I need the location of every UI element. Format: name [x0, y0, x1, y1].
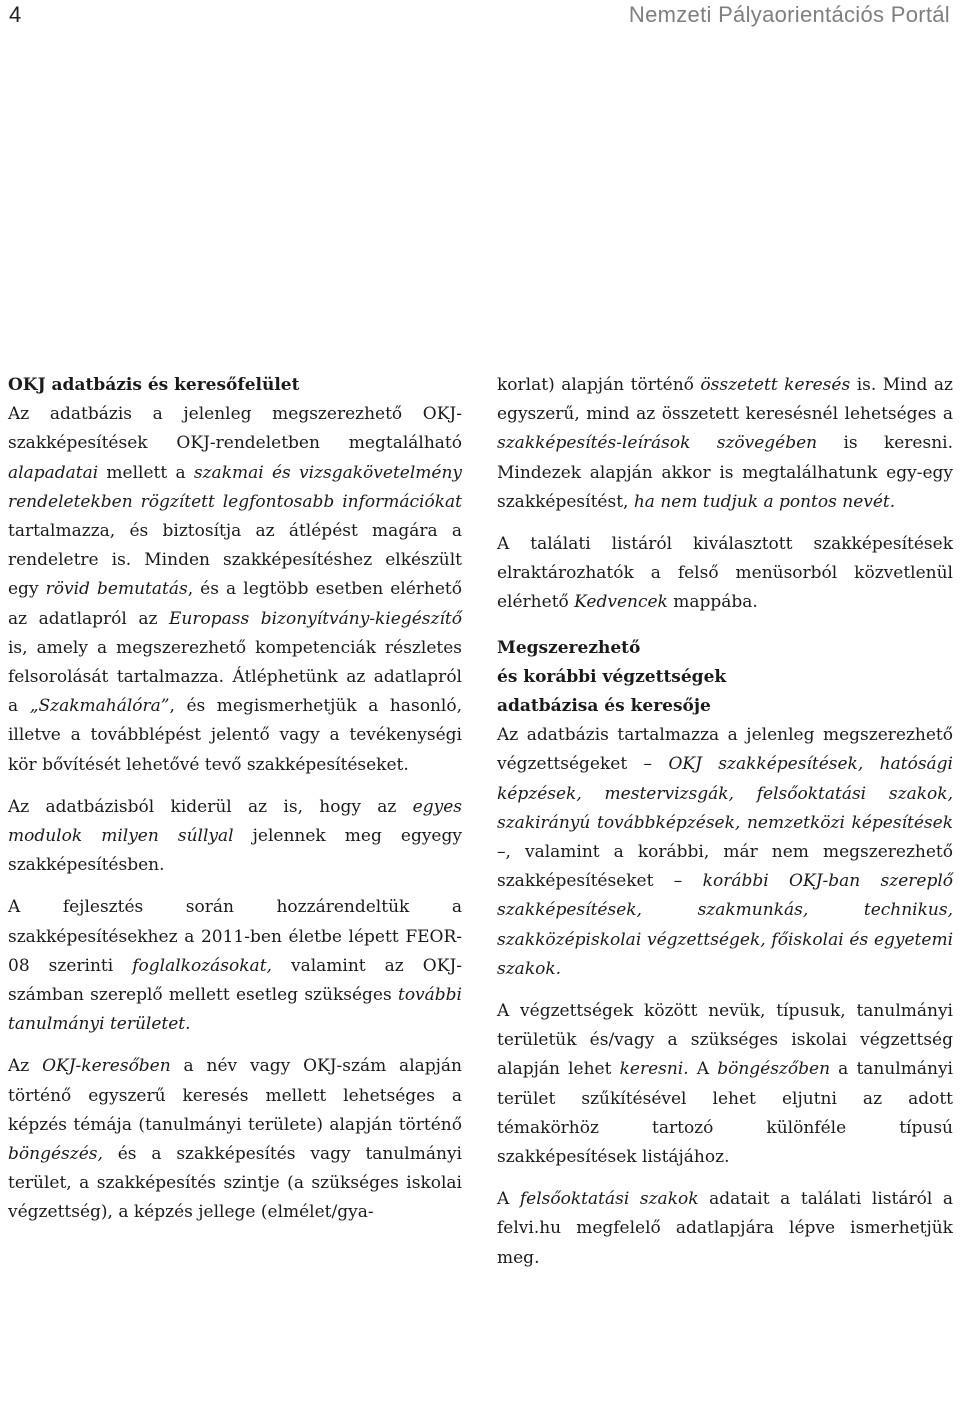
- text-run: Az adatbázisból kiderül az is, hogy az: [8, 796, 413, 817]
- paragraph-modules: [8, 793, 462, 881]
- italic-text-run: további tanulmányi területet.: [8, 985, 462, 1035]
- italic-text-run: alapadatai: [8, 462, 99, 483]
- text-run: korlat) alapján történő: [497, 375, 701, 395]
- text-run: , és a legtöbb esetben elérhető az adatlapról az: [8, 579, 462, 629]
- page-header: [0, 0, 960, 34]
- text-run: –, valamint a korábbi, már nem megszerezhető szakképesítéseket –: [497, 842, 953, 892]
- italic-text-run: ha nem tudjuk a pontos nevét.: [633, 491, 896, 512]
- italic-text-run: szakmai és vizsgakövetelmény rendeletekben rögzített legfontosabb információkat: [8, 462, 463, 512]
- paragraph-search-browse: [497, 997, 953, 1172]
- heading-line: és korábbi végzettségek: [497, 666, 727, 687]
- heading-line: adatbázisa és keresője: [497, 696, 711, 717]
- italic-text-run: foglalkozásokat,: [132, 955, 272, 976]
- text-run: A végzettségek között nevük, típusuk, tanulmányi területük és/vagy a szükséges iskolai végzettség alapján lehet: [497, 1001, 953, 1080]
- italic-text-run: böngészőben: [717, 1059, 831, 1080]
- text-run: is. Mind az egyszerű, mind az összetett keresésnél lehetséges a: [497, 375, 954, 425]
- text-run: , és megismerhetjük a hasonló, illetve a továbblépést jelentő vagy a tevékenységi kör bővítését lehetővé tevő szakképesítéseket.: [8, 696, 462, 775]
- italic-text-run: Europass bizonyítvány-kiegészítő: [168, 608, 462, 629]
- italic-text-run: egyes modulok milyen súllyal: [8, 796, 462, 847]
- italic-text-run: böngészés,: [8, 1144, 103, 1165]
- section-heading-okj: OKJ adatbázis és keresőfelület: [8, 375, 300, 395]
- text-run: Az adatbázis a jelenleg megszerezhető OKJ-szakképesítések OKJ-rendeletben megtalálható: [8, 404, 462, 454]
- italic-text-run: szakképesítés-leírások szövegében: [497, 433, 818, 454]
- paragraph-okj-search: [8, 1052, 462, 1227]
- text-run: is, amely a megszerezhető kompetenciák részletes felsorolását tartalmazza. Átléphetünk az adatlapról a: [8, 637, 462, 717]
- text-run: is keresni. Mindezek alapján akkor is megtalálhatunk egy-egy szakképesítést,: [497, 433, 954, 512]
- paragraph-okj-intro: [8, 400, 462, 780]
- text-run: adatait a találati listáról a felvi.hu megfelelő adatlapjára lépve ismerhetjük meg.: [497, 1189, 954, 1268]
- text-run: A: [688, 1059, 718, 1080]
- text-run: mellett a: [98, 462, 194, 483]
- text-run: tartalmazza, és biztosítja az átlépést magára a rendeletre is. Minden szakképesítéshez elkészült egy: [8, 521, 462, 600]
- italic-text-run: felsőoktatási szakok: [519, 1189, 699, 1210]
- italic-text-run: Kedvencek: [574, 592, 668, 613]
- paragraph-database-contents: [497, 721, 953, 984]
- heading-line: Megszerezhető: [497, 637, 641, 658]
- italic-text-run: OKJ-keresőben: [42, 1056, 171, 1077]
- portal-name: Nemzeti Pályaorientációs Portál: [628, 2, 950, 27]
- italic-text-run: rövid bemutatás: [45, 579, 188, 600]
- italic-text-run: „Szakmahálóra”: [29, 696, 170, 717]
- text-run: A: [497, 1189, 520, 1210]
- paragraph-higher-education: [497, 1185, 953, 1273]
- text-run: mappába.: [667, 592, 758, 613]
- paragraph-complex-search: [497, 371, 953, 517]
- section-heading-qualifications: [497, 634, 953, 722]
- left-column: [8, 371, 462, 1228]
- text-run: a tanulmányi terület szűkítésével lehet eljutni az adott témakörhöz tartozó különféle típusú szakképesítések listájához.: [497, 1059, 953, 1168]
- text-run: jelennek meg egyegy szakképesítésben.: [8, 826, 462, 876]
- right-column: [497, 371, 953, 1273]
- text-run: és a szakképesítés vagy tanulmányi terület, a szakképesítés szintje (a szükséges iskolai végzettség), a képzés jellege (elmélet/gya-: [8, 1144, 462, 1223]
- page-number: 4: [9, 2, 22, 27]
- italic-text-run: korábbi OKJ-ban szereplő szakképesítések, szakmunkás, technikus, szakközépiskolai végzettségek, főiskolai és egyetemi szakok.: [497, 871, 953, 979]
- italic-text-run: OKJ szakképesítések, hatósági képzések, mestervizsgák, felsőoktatási szakok, szakirányú továbbképzések, nemzetközi képesítések: [497, 754, 953, 833]
- paragraph-development: [8, 893, 462, 1039]
- text-run: Az adatbázis tartalmazza a jelenleg megszerezhető végzettségeket –: [497, 725, 953, 775]
- text-run: A találati listáról kiválasztott szakképesítések elraktározhatók a felső menüsorból közvetlenül elérhető: [497, 534, 953, 613]
- paragraph-favourites: [497, 530, 953, 618]
- text-run: valamint az OKJ-számban szereplő mellett esetleg szükséges: [8, 955, 462, 1006]
- text-run: Az: [8, 1056, 43, 1077]
- text-run: A fejlesztés során hozzárendeltük a szakképesítésekhez a 2011-ben életbe lépett FEOR-08 szerinti: [8, 897, 462, 976]
- italic-text-run: keresni.: [619, 1059, 689, 1080]
- italic-text-run: összetett keresés: [700, 375, 851, 395]
- text-run: a név vagy OKJ-szám alapján történő egyszerű keresés mellett lehetséges a képzés témája (tanulmányi területe) alapján történő: [8, 1056, 462, 1135]
